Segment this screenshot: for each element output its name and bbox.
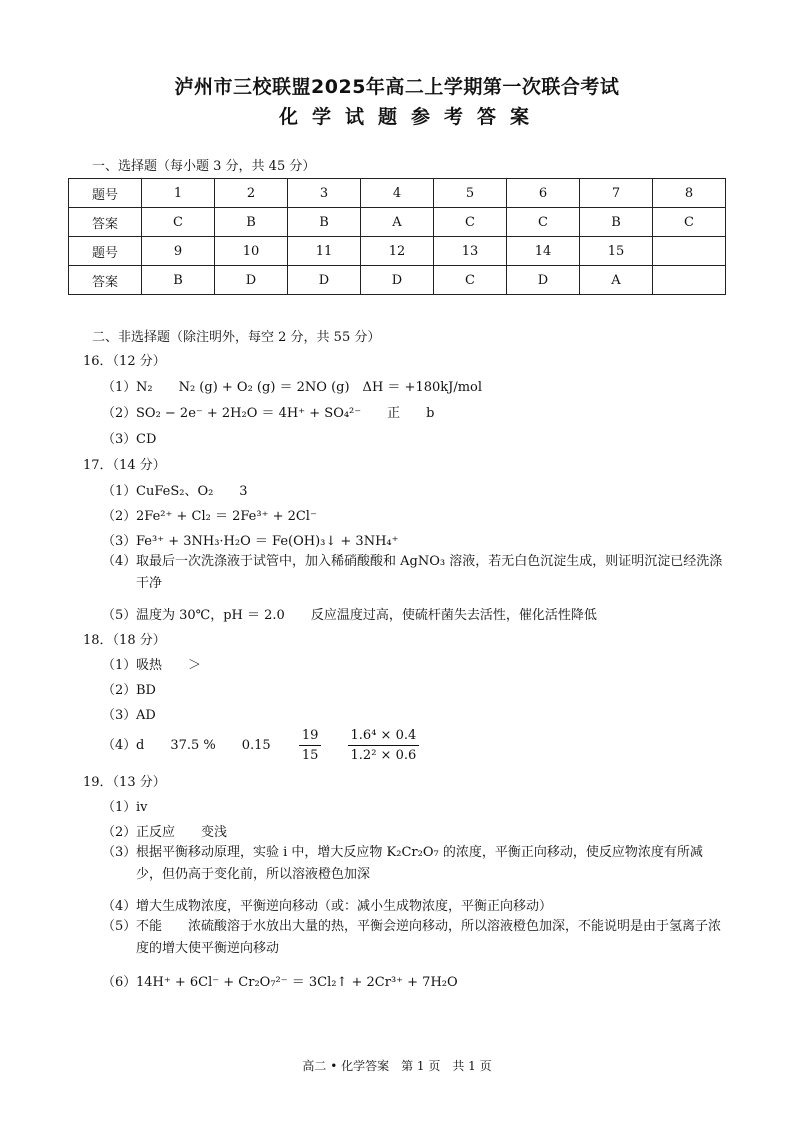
part-label: （3）: [102, 432, 137, 447]
fraction-denominator: 1.2² × 0.6: [350, 748, 417, 763]
answer-text: BD: [136, 683, 156, 698]
table-cell: D: [361, 266, 434, 295]
q19-part4: [102, 895, 552, 914]
table-cell: 3: [288, 179, 361, 208]
q17-part2: [102, 505, 317, 524]
answer-text: 不能 浓硫酸溶于水放出大量的热，平衡会逆向移动，所以溶液橙色加深，不能说明是由于氢离子浓度的增大使平衡逆向移动: [136, 919, 722, 956]
table-cell: A: [580, 266, 653, 295]
table-cell: C: [142, 208, 215, 237]
table-cell: [653, 266, 726, 295]
q16-number: 16．（12 分）: [83, 354, 166, 369]
q16-part3: [102, 428, 156, 447]
answer-text: d 37.5 % 0.15: [136, 738, 271, 753]
part-label: （5）: [102, 919, 137, 934]
q18-number: 18．（18 分）: [83, 633, 166, 648]
part-label: （5）: [102, 608, 137, 623]
answer-text: N₂ N₂ (g) + O₂ (g) ＝ 2NO (g) ΔH ＝ +180kJ/mol: [136, 380, 483, 395]
table-cell: 12: [361, 237, 434, 266]
q17-number: 17．（14 分）: [83, 458, 166, 473]
table-row-header: 答案: [69, 266, 142, 295]
table-cell: D: [507, 266, 580, 295]
q19-part5: [102, 916, 728, 960]
q17-part1: [102, 480, 248, 499]
answer-text: 正反应 变浅: [136, 825, 228, 840]
q17-part5: [102, 604, 597, 623]
table-cell: 11: [288, 237, 361, 266]
table-cell: 7: [580, 179, 653, 208]
table-cell: B: [142, 266, 215, 295]
q19-part2: [102, 821, 227, 840]
table-cell: 14: [507, 237, 580, 266]
fraction-denominator: 15: [301, 748, 319, 763]
table-cell: C: [434, 208, 507, 237]
q18-part4: [102, 728, 419, 763]
q19-part6: [102, 971, 458, 990]
part-label: （3）: [102, 845, 137, 860]
table-cell: C: [434, 266, 507, 295]
table-cell: 13: [434, 237, 507, 266]
part-label: （3）: [102, 708, 137, 723]
answer-text: CD: [136, 432, 157, 447]
part-label: （1）: [102, 800, 137, 815]
part-label: （2）: [102, 406, 137, 421]
part-label: （2）: [102, 509, 137, 524]
part-label: （6）: [102, 975, 137, 990]
answer-text: 吸热 ＞: [136, 658, 202, 673]
table-cell: 10: [215, 237, 288, 266]
page-subtitle: 化学试题参考答案: [278, 106, 543, 128]
fraction-19-15: [299, 728, 322, 763]
q19-part3: [102, 842, 728, 886]
q18-part2: [102, 679, 156, 698]
answer-text: 增大生成物浓度，平衡逆向移动（或：减小生成物浓度，平衡正向移动）: [136, 899, 553, 914]
answer-table: [68, 178, 726, 295]
table-cell: B: [288, 208, 361, 237]
q19-part1: [102, 796, 148, 815]
part-label: （1）: [102, 380, 137, 395]
table-row: [69, 208, 726, 237]
part-label: （2）: [102, 683, 137, 698]
q18-part1: [102, 654, 201, 673]
page-title: 泸州市三校联盟2025年高二上学期第一次联合考试: [174, 76, 620, 98]
section2-heading: 二、非选择题（除注明外，每空 2 分，共 55 分）: [92, 330, 381, 345]
table-cell: B: [215, 208, 288, 237]
table-cell: [653, 237, 726, 266]
table-row: [69, 179, 726, 208]
table-cell: D: [288, 266, 361, 295]
fraction-equilibrium-constant: [348, 728, 420, 763]
table-row-header: 题号: [69, 237, 142, 266]
part-label: （4）: [102, 738, 137, 753]
part-label: （3）: [102, 534, 137, 549]
answer-text: 根据平衡移动原理，实验 i 中，增大反应物 K₂Cr₂O₇ 的浓度，平衡正向移动，使反应物浓度有所减少，但仍高于变化前，所以溶液橙色加深: [136, 845, 703, 882]
page-footer: 高二 • 化学答案 第 1 页 共 1 页: [302, 1059, 492, 1073]
table-cell: D: [215, 266, 288, 295]
q17-part4: [102, 551, 728, 595]
table-cell: 4: [361, 179, 434, 208]
table-cell: 6: [507, 179, 580, 208]
table-cell: 2: [215, 179, 288, 208]
answer-text: CuFeS₂、O₂ 3: [136, 484, 248, 499]
answer-text: 14H⁺ + 6Cl⁻ + Cr₂O₇²⁻ ＝ 3Cl₂↑ + 2Cr³⁺ + 7H₂O: [136, 975, 458, 990]
section1-heading: 一、选择题（每小题 3 分，共 45 分）: [92, 159, 316, 174]
part-label: （2）: [102, 825, 137, 840]
answer-text: 2Fe²⁺ + Cl₂ ＝ 2Fe³⁺ + 2Cl⁻: [136, 509, 317, 524]
part-label: （4）: [102, 554, 137, 569]
part-label: （1）: [102, 484, 137, 499]
table-cell: 9: [142, 237, 215, 266]
table-cell: 1: [142, 179, 215, 208]
q16-part1: [102, 376, 482, 395]
fraction-numerator: 19: [299, 728, 322, 746]
fraction-numerator: 1.6⁴ × 0.4: [348, 728, 420, 746]
table-row: [69, 237, 726, 266]
table-cell: B: [580, 208, 653, 237]
part-label: （1）: [102, 658, 137, 673]
q19-number: 19．（13 分）: [83, 775, 166, 790]
q16-part2: [102, 402, 434, 421]
answer-text: 取最后一次洗涤液于试管中，加入稀硝酸酸和 AgNO₃ 溶液，若无白色沉淀生成，则证明沉淀已经洗涤干净: [136, 554, 723, 591]
table-cell: 15: [580, 237, 653, 266]
table-cell: C: [653, 208, 726, 237]
q17-part3: [102, 530, 399, 549]
table-cell: 5: [434, 179, 507, 208]
answer-text: iv: [136, 800, 148, 815]
answer-text: Fe³⁺ + 3NH₃·H₂O ＝ Fe(OH)₃↓ + 3NH₄⁺: [136, 534, 399, 549]
answer-text: AD: [136, 708, 156, 723]
answer-text: 温度为 30℃，pH ＝ 2.0 反应温度过高，使硫杆菌失去活性，催化活性降低: [136, 608, 597, 623]
table-row-header: 答案: [69, 208, 142, 237]
table-cell: 8: [653, 179, 726, 208]
table-row: [69, 266, 726, 295]
table-row-header: 题号: [69, 179, 142, 208]
table-cell: C: [507, 208, 580, 237]
table-cell: A: [361, 208, 434, 237]
part-label: （4）: [102, 899, 137, 914]
q18-part3: [102, 704, 156, 723]
answer-text: SO₂ − 2e⁻ + 2H₂O ＝ 4H⁺ + SO₄²⁻ 正 b: [136, 406, 435, 421]
